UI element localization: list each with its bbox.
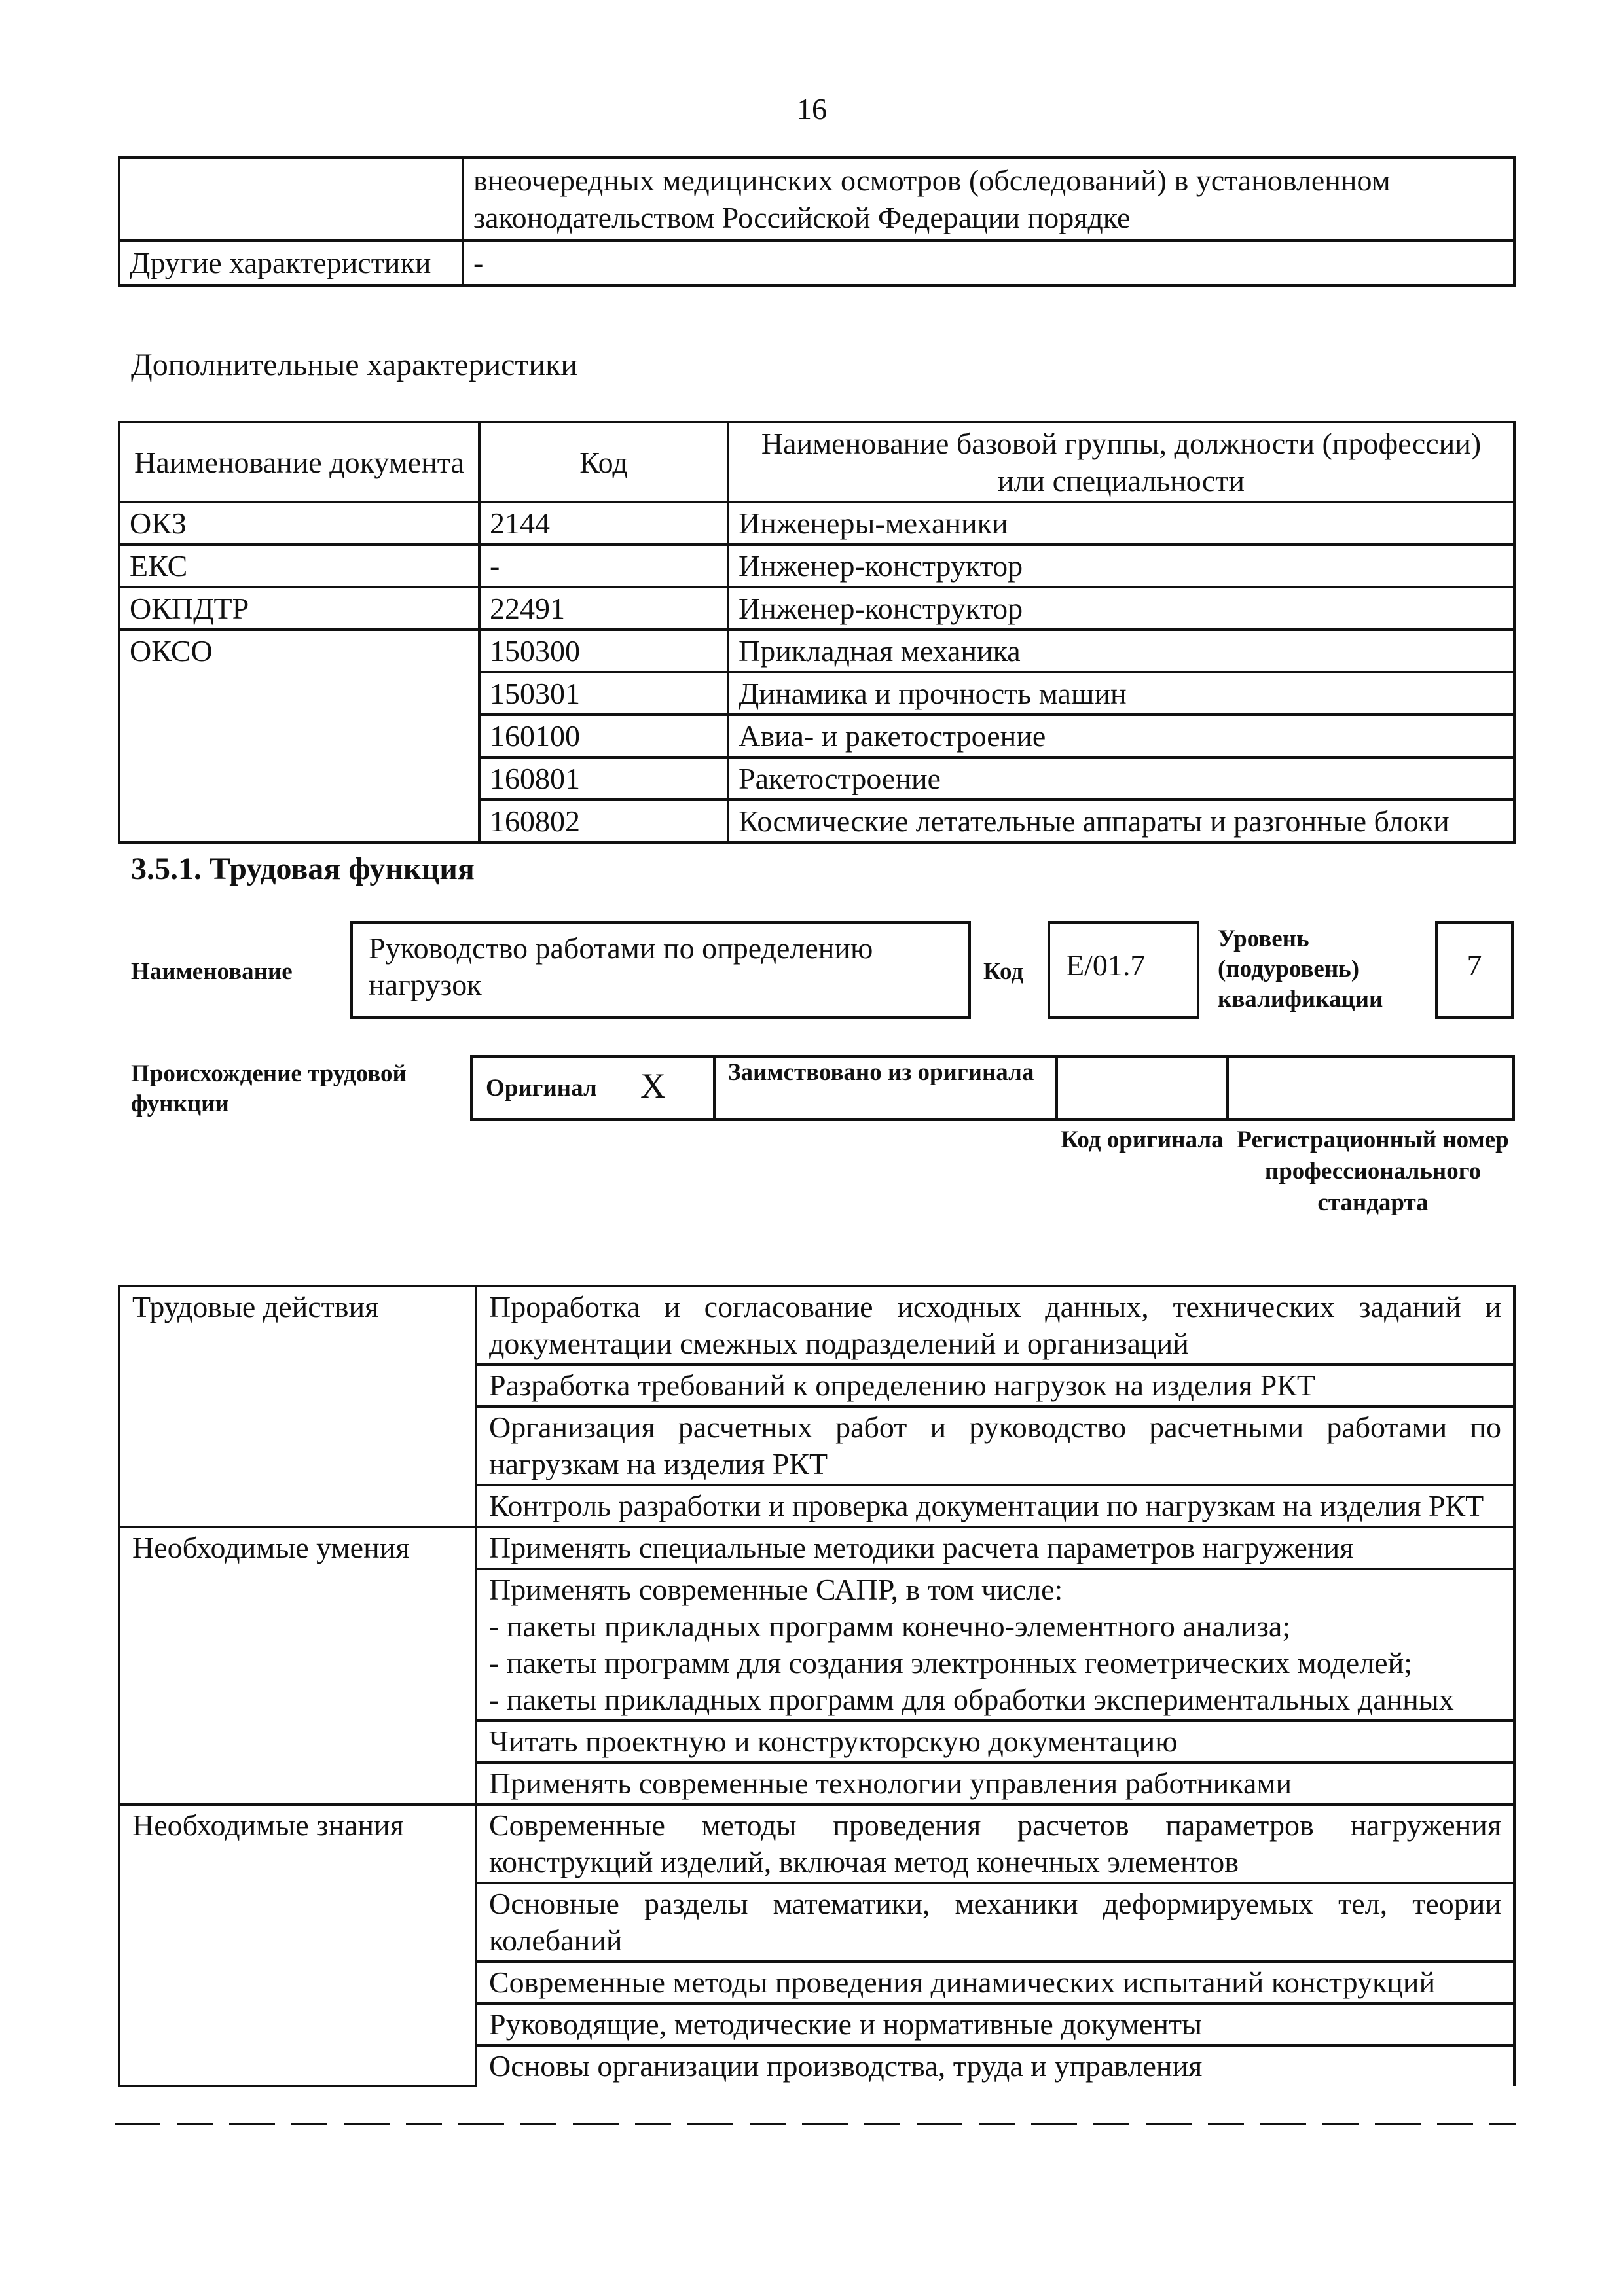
function-name-box xyxy=(350,921,971,1019)
table-row xyxy=(119,1286,1514,1365)
cell-name: Инженер-конструктор xyxy=(728,587,1514,630)
item-text: Современные методы проведения динамических испытаний конструкций xyxy=(476,1962,1514,2003)
header-name: Наименование базовой группы, должности (профессии) или специальности xyxy=(728,422,1514,502)
table-row xyxy=(119,1804,1514,1883)
origin-divider xyxy=(1226,1055,1229,1121)
cell-doc: ОКСО xyxy=(119,630,479,842)
group-label: Необходимые знания xyxy=(119,1804,476,2086)
page-number: 16 xyxy=(797,92,827,126)
origin-divider xyxy=(713,1055,716,1121)
cell-code: 22491 xyxy=(479,587,728,630)
header-code: Код xyxy=(479,422,728,502)
item-text: Проработка и согласование исходных данных, технических заданий и документации смежных подразделений и организаций xyxy=(476,1286,1514,1365)
details-table xyxy=(118,1285,1516,2087)
cell-code: 2144 xyxy=(479,502,728,545)
row-text: - xyxy=(463,240,1514,285)
cell-doc: ЕКС xyxy=(119,545,479,587)
top-table xyxy=(118,156,1516,287)
item-text: Применять современные САПР, в том числе: - пакеты прикладных программ конечно-элементного анализа; - пакеты программ для создания электронных геометрических моделей; - пакеты прикладных программ для обработки экспериментальных данных xyxy=(476,1569,1514,1721)
level-label: Уровень (подуровень) квалификации xyxy=(1218,925,1383,1013)
table-row xyxy=(119,240,1514,285)
function-name: Руководство работами по определению нагрузок xyxy=(369,931,873,1001)
cell-code: 150301 xyxy=(479,672,728,715)
origin-divider xyxy=(1055,1055,1058,1121)
code-value: E/01.7 xyxy=(1066,948,1146,982)
item-text: Читать проектную и конструкторскую документацию xyxy=(476,1721,1514,1763)
item-text: Основные разделы математики, механики деформируемых тел, теории колебаний xyxy=(476,1883,1514,1962)
table-row xyxy=(119,587,1514,630)
cell-code: 160802 xyxy=(479,800,728,842)
header-doc: Наименование документа xyxy=(119,422,479,502)
item-text: Организация расчетных работ и руководство расчетными работами по нагрузкам на изделия РКТ xyxy=(476,1407,1514,1485)
original-mark: X xyxy=(640,1066,666,1105)
original-label: Оригинал xyxy=(486,1075,597,1102)
section-heading: 3.5.1. Трудовая функция xyxy=(131,852,475,886)
item-text: Применять специальные методики расчета параметров нагружения xyxy=(476,1527,1514,1569)
page-cut-line xyxy=(115,2123,1516,2125)
cell-code: 160100 xyxy=(479,715,728,757)
item-text: Контроль разработки и проверка документации по нагрузкам на изделия РКТ xyxy=(476,1485,1514,1527)
cell-name: Инженер-конструктор xyxy=(728,545,1514,587)
table-row xyxy=(119,502,1514,545)
table-row xyxy=(119,1527,1514,1569)
item-text: Основы организации производства, труда и управления xyxy=(476,2045,1514,2086)
group-label: Трудовые действия xyxy=(119,1286,476,1527)
origin-label: Происхождение трудовой функции xyxy=(131,1060,407,1117)
group-label: Необходимые умения xyxy=(119,1527,476,1804)
code-original-label: Код оригинала xyxy=(1061,1126,1224,1153)
cell-name: Авиа- и ракетостроение xyxy=(728,715,1514,757)
item-text: Разработка требований к определению нагрузок на изделия РКТ xyxy=(476,1365,1514,1407)
cell-name: Прикладная механика xyxy=(728,630,1514,672)
code-box xyxy=(1048,921,1199,1019)
level-box xyxy=(1435,921,1514,1019)
cell-code: 150300 xyxy=(479,630,728,672)
cell-name: Динамика и прочность машин xyxy=(728,672,1514,715)
row-label: Другие характеристики xyxy=(119,240,463,285)
row-text: внеочередных медицинских осмотров (обследований) в установленном законодательством Российской Федерации порядке xyxy=(463,158,1514,240)
row-label xyxy=(119,158,463,240)
reg-number-label: Регистрационный номер профессионального стандарта xyxy=(1237,1126,1509,1216)
table-row xyxy=(119,545,1514,587)
cell-name: Космические летательные аппараты и разгонные блоки xyxy=(728,800,1514,842)
cell-name: Ракетостроение xyxy=(728,757,1514,800)
borrowed-label: Заимствовано из оригинала xyxy=(728,1059,1034,1086)
code-label: Код xyxy=(983,958,1024,985)
table-header-row xyxy=(119,422,1514,502)
table-row xyxy=(119,630,1514,672)
cell-code: - xyxy=(479,545,728,587)
cell-code: 160801 xyxy=(479,757,728,800)
item-text: Применять современные технологии управления работниками xyxy=(476,1763,1514,1804)
item-text: Современные методы проведения расчетов параметров нагружения конструкций изделий, включая метод конечных элементов xyxy=(476,1804,1514,1883)
additional-heading: Дополнительные характеристики xyxy=(131,348,578,382)
additional-table xyxy=(118,421,1516,844)
cell-name: Инженеры-механики xyxy=(728,502,1514,545)
cell-doc: ОКЗ xyxy=(119,502,479,545)
table-row xyxy=(119,158,1514,240)
cell-doc: ОКПДТР xyxy=(119,587,479,630)
name-label: Наименование xyxy=(131,958,293,985)
level-value: 7 xyxy=(1467,948,1482,982)
item-text: Руководящие, методические и нормативные документы xyxy=(476,2003,1514,2045)
